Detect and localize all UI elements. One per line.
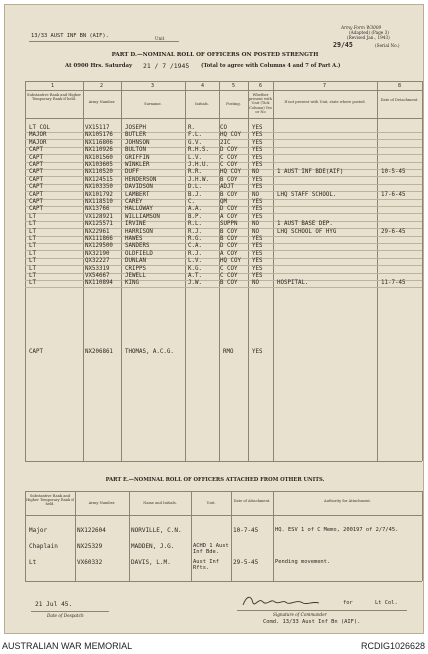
extra-present: YES bbox=[252, 349, 263, 355]
form-revised: (Revised Jan., 1943) bbox=[347, 35, 390, 40]
cell-posting: B COY bbox=[220, 236, 238, 242]
cell-number: NX110926 bbox=[85, 147, 113, 154]
cell-surname: HALLOWAY bbox=[125, 206, 153, 213]
cell-present: YES bbox=[252, 162, 263, 168]
cell-surname: HARRISON bbox=[125, 228, 153, 235]
cell-surname: JEWELL bbox=[125, 273, 146, 279]
cell-rank: CAPT bbox=[29, 184, 43, 191]
cell-posting: D COY bbox=[220, 243, 238, 250]
cell-present: YES bbox=[252, 213, 263, 220]
col-header-where: If not present with Unit, state where posted. bbox=[284, 100, 366, 104]
cell-initials: J.W. bbox=[188, 280, 202, 287]
cell-rank: LT bbox=[29, 243, 36, 250]
unit-label: Unit bbox=[155, 36, 165, 41]
cell-initials: A.A. bbox=[188, 206, 202, 213]
cell-number: NX124515 bbox=[85, 176, 113, 183]
cell-surname: DUNLAN bbox=[125, 258, 146, 265]
cell-surname: OLDFIELD bbox=[125, 250, 153, 257]
cell-surname: JOSEPH bbox=[125, 125, 146, 131]
col-number-2: 2 bbox=[100, 83, 104, 89]
cell-rank: CAPT bbox=[29, 154, 43, 161]
cell-present: NO bbox=[252, 228, 259, 235]
attached-unit: ACHD 1 Aust Inf Bde. bbox=[193, 543, 229, 555]
col-number-6: 6 bbox=[259, 83, 263, 89]
cell-initials: B.J. bbox=[188, 191, 202, 198]
cell-surname: GRIFFIN bbox=[125, 154, 150, 161]
col-header-present: Whether present with Unit (Tick Column) Yes or No bbox=[249, 93, 273, 114]
cell-posting: C COY bbox=[220, 273, 238, 279]
attached-date: 29-5-45 bbox=[233, 559, 259, 566]
cell-date: 11-7-45 bbox=[381, 280, 406, 287]
cell-initials: L.V. bbox=[188, 154, 202, 161]
cell-rank: CAPT bbox=[29, 199, 43, 205]
cell-surname: CRIPPS bbox=[125, 265, 146, 272]
cell-posting: C COY bbox=[220, 154, 238, 161]
cell-rank: CAPT bbox=[29, 147, 43, 154]
cell-rank: LT bbox=[29, 265, 36, 272]
extra-number: NX206861 bbox=[85, 349, 113, 355]
col-header-posting: Posting. bbox=[226, 102, 241, 106]
extra-rank: CAPT bbox=[29, 349, 43, 355]
cell-number: NX111866 bbox=[85, 236, 113, 242]
cell-surname: IRVINE bbox=[125, 221, 146, 228]
serial-number: 29/45 bbox=[333, 41, 353, 49]
signature-for: for bbox=[343, 600, 353, 606]
signature-rank: Lt Col. bbox=[375, 600, 398, 606]
cell-posting: QM bbox=[220, 199, 227, 205]
col-header-initials: Initials. bbox=[195, 102, 209, 106]
cell-date: 29-6-45 bbox=[381, 228, 406, 235]
e-col-header-name: Name and Initials. bbox=[143, 501, 177, 505]
cell-number: NX22961 bbox=[85, 228, 110, 235]
cell-number: VX15117 bbox=[85, 125, 110, 131]
cell-surname: KING bbox=[125, 280, 139, 287]
part-d-at-line: At 0900 Hrs. Saturday bbox=[65, 63, 133, 69]
e-col-header-rank: Substantive Rank and Higher Temporary Rank if held. bbox=[26, 494, 74, 507]
attached-rank: Chaplain bbox=[29, 543, 58, 550]
cell-posting: C COY bbox=[220, 162, 238, 168]
col-number-5: 5 bbox=[232, 83, 236, 89]
cell-present: YES bbox=[252, 265, 263, 272]
cell-present: YES bbox=[252, 139, 263, 146]
cell-present: YES bbox=[252, 199, 263, 205]
cell-present: NO bbox=[252, 221, 259, 228]
cell-rank: LT bbox=[29, 258, 36, 265]
cell-initials: F.L. bbox=[188, 132, 202, 139]
cell-initials: D.L. bbox=[188, 184, 202, 191]
cell-number: NX103350 bbox=[85, 184, 113, 191]
cell-present: YES bbox=[252, 243, 263, 250]
cell-initials: R. bbox=[188, 125, 195, 131]
cell-date: 10-5-45 bbox=[381, 169, 406, 176]
cell-number: NX125571 bbox=[85, 221, 113, 228]
cell-rank: CAPT bbox=[29, 206, 43, 213]
cell-rank: LT bbox=[29, 228, 36, 235]
e-col-header-number: Army Number. bbox=[88, 501, 116, 505]
cell-rank: CAPT bbox=[29, 162, 43, 168]
unit-name: 13/33 AUST INF BN (AIF). bbox=[31, 33, 109, 39]
cell-initials: R.H.S. bbox=[188, 147, 209, 154]
cell-present: YES bbox=[252, 184, 263, 191]
despatch-label: Date of Despatch bbox=[47, 613, 84, 618]
col-header-rank: Substantive Rank and Higher Temporary Rank if held. bbox=[27, 93, 81, 102]
cell-present: YES bbox=[252, 125, 263, 131]
cell-present: YES bbox=[252, 206, 263, 213]
cell-rank: LT bbox=[29, 280, 36, 287]
cell-surname: JOHNSON bbox=[125, 139, 150, 146]
cell-initials: R.G. bbox=[188, 236, 202, 242]
cell-rank: MAJOR bbox=[29, 139, 47, 146]
cell-initials: G.V. bbox=[188, 139, 202, 146]
cell-initials: A.T. bbox=[188, 273, 202, 279]
attached-authority: HQ. ESV 1 of C Memo, 200197 of 2/7/45. bbox=[275, 527, 399, 533]
attached-number: NX122604 bbox=[77, 527, 106, 534]
cell-present: NO bbox=[252, 191, 259, 198]
cell-posting: HQ COY bbox=[220, 132, 241, 139]
attached-row bbox=[27, 559, 422, 575]
roll-date: 21 / 7 /1945 bbox=[143, 62, 190, 70]
cell-present: YES bbox=[252, 132, 263, 139]
attached-name: NORVILLE, C.N. bbox=[131, 527, 182, 534]
attached-row bbox=[27, 543, 422, 559]
cell-posting: B COY bbox=[220, 176, 238, 183]
form-adapted: (Adapted) (Page 3) bbox=[349, 30, 389, 35]
part-e-title: PART E.—NOMINAL ROLL OF OFFICERS ATTACHED FROM OTHER UNITS. bbox=[105, 477, 325, 483]
cell-posting: B COY bbox=[220, 228, 238, 235]
attached-name: MADDEN, J.G. bbox=[131, 543, 175, 550]
cell-rank: LT bbox=[29, 221, 36, 228]
col-header-surname: Surname. bbox=[144, 102, 162, 106]
cell-posting: HQ COY bbox=[220, 258, 241, 265]
cell-number: NX101560 bbox=[85, 154, 113, 161]
cell-initials: L.V. bbox=[188, 258, 202, 265]
col-number-1: 1 bbox=[51, 83, 55, 89]
cell-present: YES bbox=[252, 273, 263, 279]
cell-surname: WINKLER bbox=[125, 162, 150, 168]
cell-number: VX128921 bbox=[85, 213, 113, 220]
cell-posting: D COY bbox=[220, 206, 238, 213]
attached-name: DAVIS, L.M. bbox=[131, 559, 171, 566]
signature-unit: Comd. 13/33 Aust Inf Bn (AIF). bbox=[263, 619, 361, 625]
extra-posting: RMO bbox=[223, 349, 234, 355]
cell-surname: BUTLER bbox=[125, 132, 146, 139]
archive-id: RCDIG1026628 bbox=[360, 641, 425, 651]
cell-date: 17-6-45 bbox=[381, 191, 406, 198]
commander-signature bbox=[241, 593, 341, 609]
cell-surname: HENDERSON bbox=[125, 176, 157, 183]
cell-surname: DAVIDSON bbox=[125, 184, 153, 191]
col-header-number: Army Number. bbox=[88, 100, 116, 104]
cell-number: QX32227 bbox=[85, 258, 110, 265]
cell-number: NX110520 bbox=[85, 169, 113, 176]
cell-where: 1 AUST BASE DEP. bbox=[277, 221, 333, 228]
signature-label: Signature of Commander bbox=[273, 612, 327, 617]
col-number-3: 3 bbox=[151, 83, 155, 89]
cell-surname: DUFF bbox=[125, 169, 139, 176]
cell-rank: CAPT bbox=[29, 169, 43, 176]
cell-rank: LT COL bbox=[29, 125, 50, 131]
col-header-date: Date of Detachment. bbox=[380, 98, 419, 102]
archive-footer bbox=[0, 640, 428, 654]
archive-credit: AUSTRALIAN WAR MEMORIAL bbox=[2, 641, 133, 651]
cell-initials: R.J. bbox=[188, 228, 202, 235]
cell-surname: BULTON bbox=[125, 147, 146, 154]
extra-surname: THOMAS, A.C.G. bbox=[125, 349, 174, 355]
cell-number: NX129500 bbox=[85, 243, 113, 250]
cell-initials: B.P. bbox=[188, 213, 202, 220]
cell-posting: D COY bbox=[220, 147, 238, 154]
cell-number: VX54667 bbox=[85, 273, 110, 279]
attached-number: VX60332 bbox=[77, 559, 103, 566]
cell-surname: CAREY bbox=[125, 199, 143, 205]
part-d-title: PART D.—NOMINAL ROLL OF OFFICERS ON POSTED STRENGTH bbox=[111, 52, 319, 58]
cell-number: NX116806 bbox=[85, 139, 113, 146]
cell-posting: 2IC bbox=[220, 139, 231, 146]
col-number-7: 7 bbox=[323, 83, 327, 89]
cell-number: NX101792 bbox=[85, 191, 113, 198]
cell-posting: CO bbox=[220, 125, 227, 131]
cell-rank: LT bbox=[29, 250, 36, 257]
cell-present: YES bbox=[252, 250, 263, 257]
cell-rank: CAPT bbox=[29, 191, 43, 198]
cell-present: YES bbox=[252, 176, 263, 183]
cell-posting: B COY bbox=[220, 280, 238, 287]
attached-rank: Lt bbox=[29, 559, 37, 566]
cell-surname: WILLIAMSON bbox=[125, 213, 160, 220]
cell-present: YES bbox=[252, 154, 263, 161]
cell-where: HOSPITAL. bbox=[277, 280, 309, 287]
cell-present: YES bbox=[252, 236, 263, 242]
cell-where: LHQ SCHOOL OF HYG bbox=[277, 228, 337, 235]
cell-initials: J.H.U. bbox=[188, 162, 209, 168]
cell-initials: R.L. bbox=[188, 221, 202, 228]
cell-number: NX32190 bbox=[85, 250, 110, 257]
cell-present: NO bbox=[252, 169, 259, 176]
form-name: Army Form W3009 bbox=[341, 25, 382, 30]
cell-initials: R.J. bbox=[188, 250, 202, 257]
cell-where: 1 AUST INF BDE(AIF) bbox=[277, 169, 344, 176]
col-number-8: 8 bbox=[398, 83, 402, 89]
attached-number: NX25329 bbox=[77, 543, 103, 550]
attached-row bbox=[27, 527, 422, 543]
cell-surname: LAMBERT bbox=[125, 191, 150, 198]
cell-initials: J.H.W. bbox=[188, 176, 209, 183]
attached-date: 10-7-45 bbox=[233, 527, 259, 534]
cell-posting: A COY bbox=[220, 250, 238, 257]
cell-posting: HQ COY bbox=[220, 169, 241, 176]
e-col-header-date: Date of Attachment. bbox=[233, 499, 271, 503]
cell-surname: HAWES bbox=[125, 236, 143, 242]
table-row bbox=[27, 349, 422, 356]
serial-label: (Serial No.) bbox=[375, 43, 400, 48]
cell-number: NX103605 bbox=[85, 162, 113, 168]
cell-rank: LT bbox=[29, 273, 36, 279]
cell-rank: MAJOR bbox=[29, 132, 47, 139]
cell-present: NO bbox=[252, 280, 259, 287]
cell-initials: C. bbox=[188, 199, 195, 205]
cell-posting: C COY bbox=[220, 265, 238, 272]
attached-unit: Aust Inf Rfts. bbox=[193, 559, 219, 571]
cell-present: YES bbox=[252, 147, 263, 154]
cell-number: NX13766 bbox=[85, 206, 110, 213]
cell-rank: CAPT bbox=[29, 176, 43, 183]
cell-present: YES bbox=[252, 258, 263, 265]
cell-number: NX110894 bbox=[85, 280, 113, 287]
cell-posting: SUPPN bbox=[220, 221, 238, 228]
e-col-header-unit: Unit. bbox=[206, 501, 216, 505]
attached-authority: Pending movement. bbox=[275, 559, 331, 565]
cell-where: LHQ STAFF SCHOOL. bbox=[277, 191, 337, 198]
cell-number: NX105176 bbox=[85, 132, 113, 139]
cell-surname: SANDERS bbox=[125, 243, 150, 250]
cell-rank: LT bbox=[29, 236, 36, 242]
cell-initials: C.A. bbox=[188, 243, 202, 250]
cell-number: NX53319 bbox=[85, 265, 110, 272]
form-sheet bbox=[4, 4, 424, 634]
cell-posting: A COY bbox=[220, 213, 238, 220]
part-d-total-note: (Total to agree with Columns 4 and 7 of Part A.) bbox=[201, 63, 341, 69]
e-col-header-authority: Authority for Attachment. bbox=[324, 499, 371, 503]
cell-posting: ADJT bbox=[220, 184, 234, 191]
col-number-4: 4 bbox=[201, 83, 205, 89]
cell-initials: K.G. bbox=[188, 265, 202, 272]
cell-posting: B COY bbox=[220, 191, 238, 198]
cell-rank: LT bbox=[29, 213, 36, 220]
attached-rank: Major bbox=[29, 527, 48, 534]
cell-initials: R.R. bbox=[188, 169, 202, 176]
despatch-date: 21 Jul 45. bbox=[35, 601, 73, 608]
cell-number: NX118510 bbox=[85, 199, 113, 205]
